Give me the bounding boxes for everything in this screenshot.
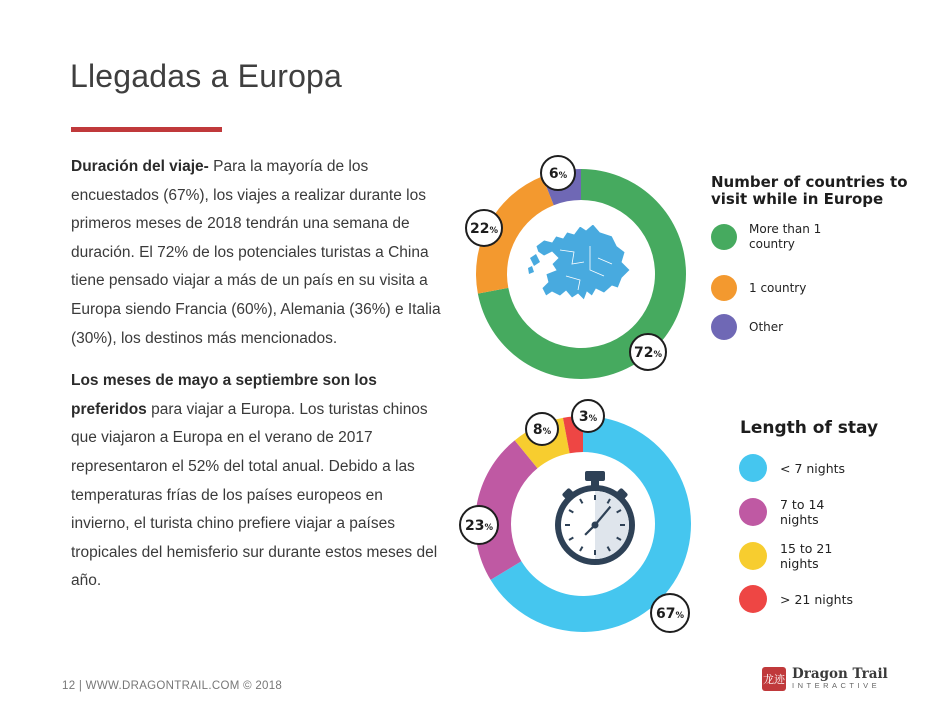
chart2-value-text-3: 3% — [578, 409, 598, 425]
chart1-value-label-0 — [630, 334, 666, 370]
chart2-legend-label-0: < 7 nights — [780, 460, 846, 476]
chart2-value-label-3 — [572, 400, 604, 432]
logo-subtitle: INTERACTIVE — [792, 681, 881, 690]
chart2-value-label-1 — [460, 506, 498, 544]
chart1-value-text-0: 72% — [633, 345, 663, 361]
logo-name: Dragon Trail — [792, 666, 888, 682]
chart2-legend-swatch-2 — [739, 542, 767, 570]
chart2-value-label-2 — [526, 413, 558, 445]
chart1-legend-item-2 — [711, 314, 829, 340]
chart2-legend-title: Length of stay — [740, 418, 879, 438]
logo-mark-icon: 龙迹 — [762, 667, 786, 691]
chart2-legend-item-3 — [739, 585, 860, 613]
paragraph-months-text: para viajar a Europa. Los turistas chinos que viajaron a Europa en el verano de 2017 representaron el 52% del total anual. Debido a las temperaturas frías de los países europeos en invierno, el turista chino prefiere viajar a países tropicales del hemisferio sur durante estos meses del año. — [71, 400, 438, 590]
chart2-donut — [460, 400, 691, 632]
chart1-legend-label-2: Other — [749, 319, 784, 334]
europe-map-icon — [528, 224, 630, 300]
footer-page-info: 12 | WWW.DRAGONTRAIL.COM © 2018 — [62, 680, 283, 692]
slide-title: Llegadas a Europa — [70, 58, 343, 94]
logo-text — [792, 667, 888, 691]
chart2-value-text-1: 23% — [464, 518, 494, 534]
stopwatch-icon — [555, 471, 635, 565]
chart1-value-text-2: 6% — [548, 166, 568, 182]
chart2-legend-label-1: 7 to 14 nights — [780, 497, 825, 527]
chart2-legend-item-0 — [739, 454, 860, 482]
chart2-legend-label-2: 15 to 21 nights — [780, 541, 833, 571]
chart1-legend-item-0 — [711, 222, 829, 252]
chart1-value-text-1: 22% — [469, 221, 499, 237]
chart2-legend-swatch-0 — [739, 454, 767, 482]
chart1-value-label-2 — [541, 156, 575, 190]
paragraph-duration-heading: Duración del viaje- — [71, 158, 209, 175]
paragraph-months-heading: Los meses de mayo a septiembre son los preferidos — [71, 372, 377, 418]
chart2-legend-item-2 — [739, 541, 860, 571]
chart1-legend-swatch-2 — [711, 314, 737, 340]
chart1-legend-swatch-1 — [711, 275, 737, 301]
chart2-legend-item-1 — [739, 497, 860, 527]
chart2-legend-swatch-3 — [739, 585, 767, 613]
chart2-value-text-2: 8% — [532, 422, 552, 438]
chart1-legend-label-0: More than 1 country — [749, 222, 822, 251]
company-logo — [762, 667, 888, 691]
paragraph-duration-text: Para la mayoría de los encuestados (67%), los viajes a realizar durante los primeros meses de 2018 tendrán una semana de duración. El 72% de los potenciales turistas a China tiene pensado viajar a más de un país en su visita a Europa siendo Francia (60%), Alemania (36%) e Italia (30%), los destinos más mencionados. — [71, 158, 441, 347]
chart2-value-label-0 — [651, 594, 689, 632]
chart1-value-label-1 — [466, 210, 502, 246]
chart1-donut — [466, 156, 686, 379]
chart1-legend-swatch-0 — [711, 224, 737, 250]
chart2-legend-swatch-1 — [739, 498, 767, 526]
chart2-value-text-0: 67% — [655, 606, 685, 622]
chart1-legend-label-1: 1 country — [749, 280, 807, 295]
chart1-legend-item-1 — [711, 275, 829, 301]
chart2-legend-label-3: > 21 nights — [780, 591, 853, 607]
chart1-legend-title: Number of countries to visit while in Europe — [711, 173, 908, 208]
